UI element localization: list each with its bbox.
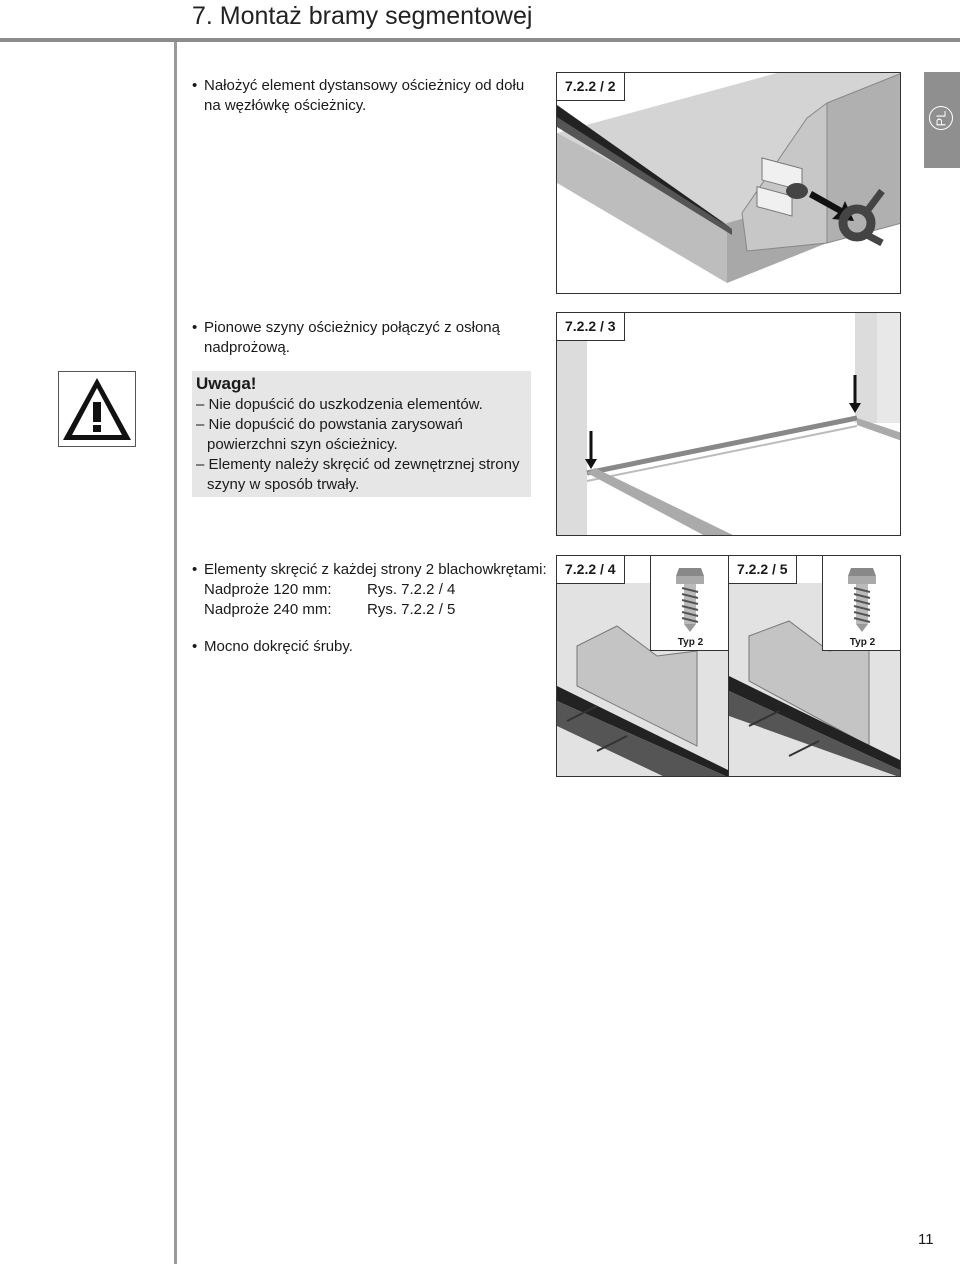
step1-line1: • Nałożyć element dystansowy ościeżnicy od dołu [192, 76, 542, 96]
screw-type-label: Typ 2 [677, 637, 704, 648]
row-ref: Rys. 7.2.2 / 5 [367, 601, 456, 618]
figure-7-2-2-3 [556, 312, 901, 536]
step3-row1 [192, 580, 572, 600]
warning-line: – Elementy należy skręcić od zewnętrznej strony [196, 456, 520, 473]
language-badge [929, 106, 953, 130]
step2-line2: nadprożową. [204, 339, 290, 356]
page-title: 7. Montaż bramy segmentowej [192, 2, 533, 30]
warning-title: Uwaga! [196, 374, 257, 393]
margin-rule [174, 42, 177, 1264]
row-label: Nadproże 120 mm: [204, 581, 332, 598]
screw-icon [823, 556, 901, 636]
warning-icon [58, 371, 136, 447]
figure-7-2-2-2 [556, 72, 901, 294]
step2-text [192, 318, 542, 358]
screw-detail [650, 556, 729, 651]
warning-line: – Nie dopuścić do powstania zarysowań [196, 416, 463, 433]
step3-line: • Elementy skręcić z każdej strony 2 blachowkrętami: [192, 560, 572, 580]
step1-line2: na węzłówkę ościeżnicy. [204, 97, 367, 114]
figure-label: 7.2.2 / 4 [557, 556, 625, 584]
warning-box [192, 371, 531, 497]
figure-7-2-2-4 [556, 555, 729, 777]
step2-line1: • Pionowe szyny ościeżnicy połączyć z osłoną [192, 318, 542, 338]
step4-line: • Mocno dokręcić śruby. [192, 637, 542, 657]
figure-label: 7.2.2 / 2 [557, 73, 625, 101]
language-label: PL [933, 110, 949, 126]
warning-line: szyny w sposób trwały. [207, 476, 360, 493]
header-rule [0, 38, 960, 42]
screw-type-label: Typ 2 [849, 637, 876, 648]
step3-row2 [192, 600, 572, 620]
page-number: 11 [918, 1231, 934, 1248]
figure-label: 7.2.2 / 5 [729, 556, 797, 584]
figure-7-2-2-5 [728, 555, 901, 777]
frame-rails-illustration [557, 313, 901, 536]
warning-line: powierzchni szyn ościeżnicy. [207, 436, 398, 453]
step3-text [192, 560, 572, 620]
screw-detail [822, 556, 901, 651]
warning-line: – Nie dopuścić do uszkodzenia elementów. [196, 396, 483, 413]
figure-label: 7.2.2 / 3 [557, 313, 625, 341]
row-label: Nadproże 240 mm: [204, 601, 332, 618]
step1-text [192, 76, 542, 116]
screw-icon [651, 556, 729, 636]
frame-spacer-illustration [557, 73, 901, 294]
step4-text [192, 637, 542, 657]
language-tab [924, 72, 960, 168]
row-ref: Rys. 7.2.2 / 4 [367, 581, 456, 598]
